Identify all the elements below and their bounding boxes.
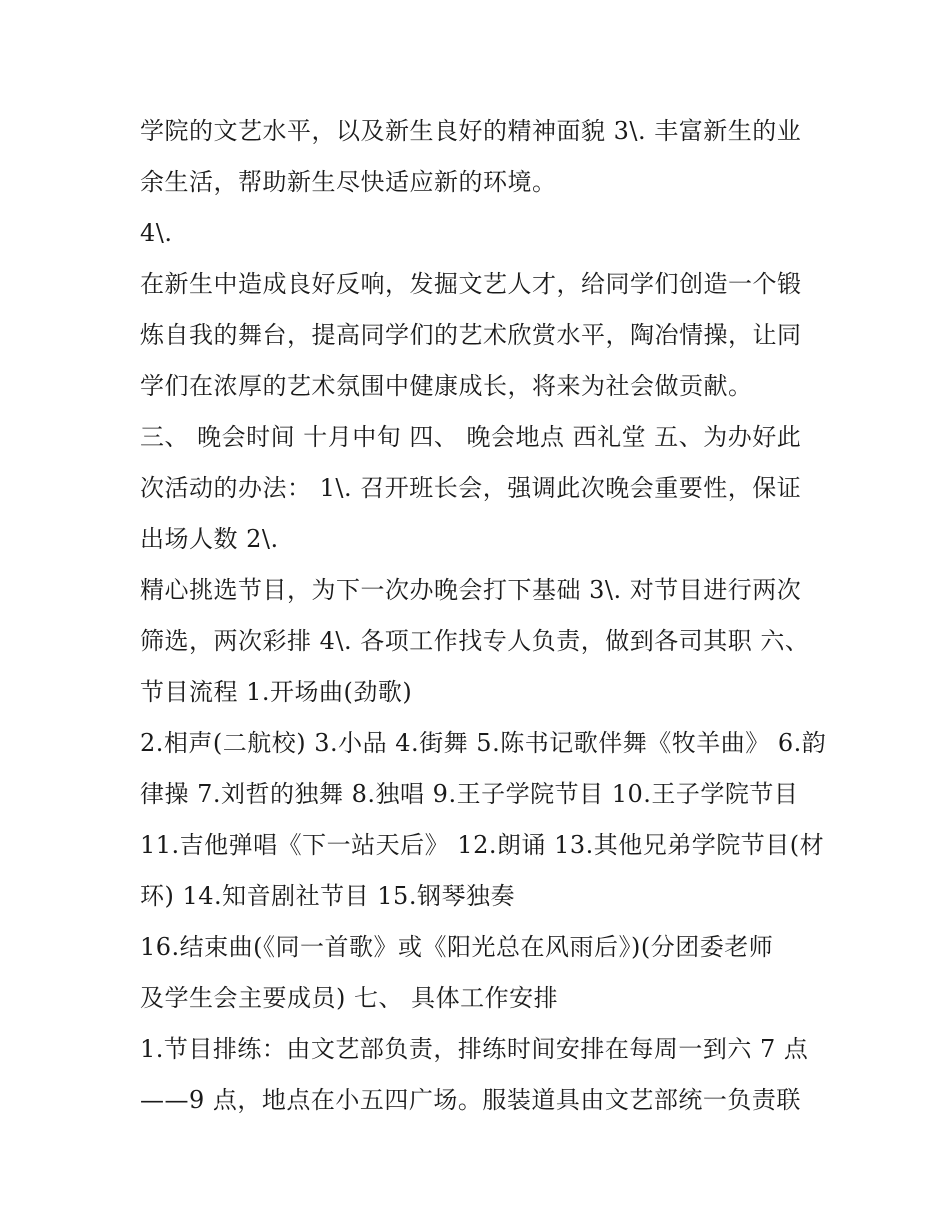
text-line: 及学生会主要成员) 七、 具体工作安排 — [140, 984, 559, 1012]
text-line: 在新生中造成良好反响，发掘文艺人才，给同学们创造一个锻 — [140, 270, 802, 298]
text-line: 16.结束曲(《同一首歌》或《阳光总在风雨后》)(分团委老师 — [140, 933, 774, 961]
text-line: 律操 7.刘哲的独舞 8.独唱 9.王子学院节目 10.王子学院节目 — [140, 780, 799, 808]
text-line: 余生活，帮助新生尽快适应新的环境。 — [140, 168, 557, 196]
text-line: 学院的文艺水平，以及新生良好的精神面貌 3\. 丰富新生的业 — [140, 117, 802, 145]
text-line: 2.相声(二航校) 3.小品 4.街舞 5.陈书记歌伴舞《牧羊曲》 6.韵 — [140, 729, 827, 757]
document-body — [140, 106, 827, 1126]
text-line: 次活动的办法： 1\. 召开班长会，强调此次晚会重要性，保证 — [140, 474, 802, 502]
text-line: 1.节目排练：由文艺部负责，排练时间安排在每周一到六 7 点 — [140, 1035, 809, 1063]
text-line: 节目流程 1.开场曲(劲歌) — [140, 678, 413, 706]
text-line: 炼自我的舞台，提高同学们的艺术欣赏水平，陶冶情操，让同 — [140, 321, 802, 349]
text-line: 环) 14.知音剧社节目 15.钢琴独奏 — [140, 882, 515, 910]
text-line: 11.吉他弹唱《下一站天后》 12.朗诵 13.其他兄弟学院节目(材 — [140, 831, 825, 859]
text-line: 精心挑选节目，为下一次办晚会打下基础 3\. 对节目进行两次 — [140, 576, 802, 604]
text-line: 筛选，两次彩排 4\. 各项工作找专人负责，做到各司其职 六、 — [140, 627, 810, 655]
text-line: ——9 点，地点在小五四广场。服装道具由文艺部统一负责联 — [140, 1086, 801, 1114]
text-line: 4\. — [140, 219, 173, 247]
text-line: 学们在浓厚的艺术氛围中健康成长，将来为社会做贡献。 — [140, 372, 753, 400]
text-line: 三、 晚会时间 十月中旬 四、 晚会地点 西礼堂 五、为办好此 — [140, 423, 802, 451]
text-line: 出场人数 2\. — [140, 525, 279, 553]
